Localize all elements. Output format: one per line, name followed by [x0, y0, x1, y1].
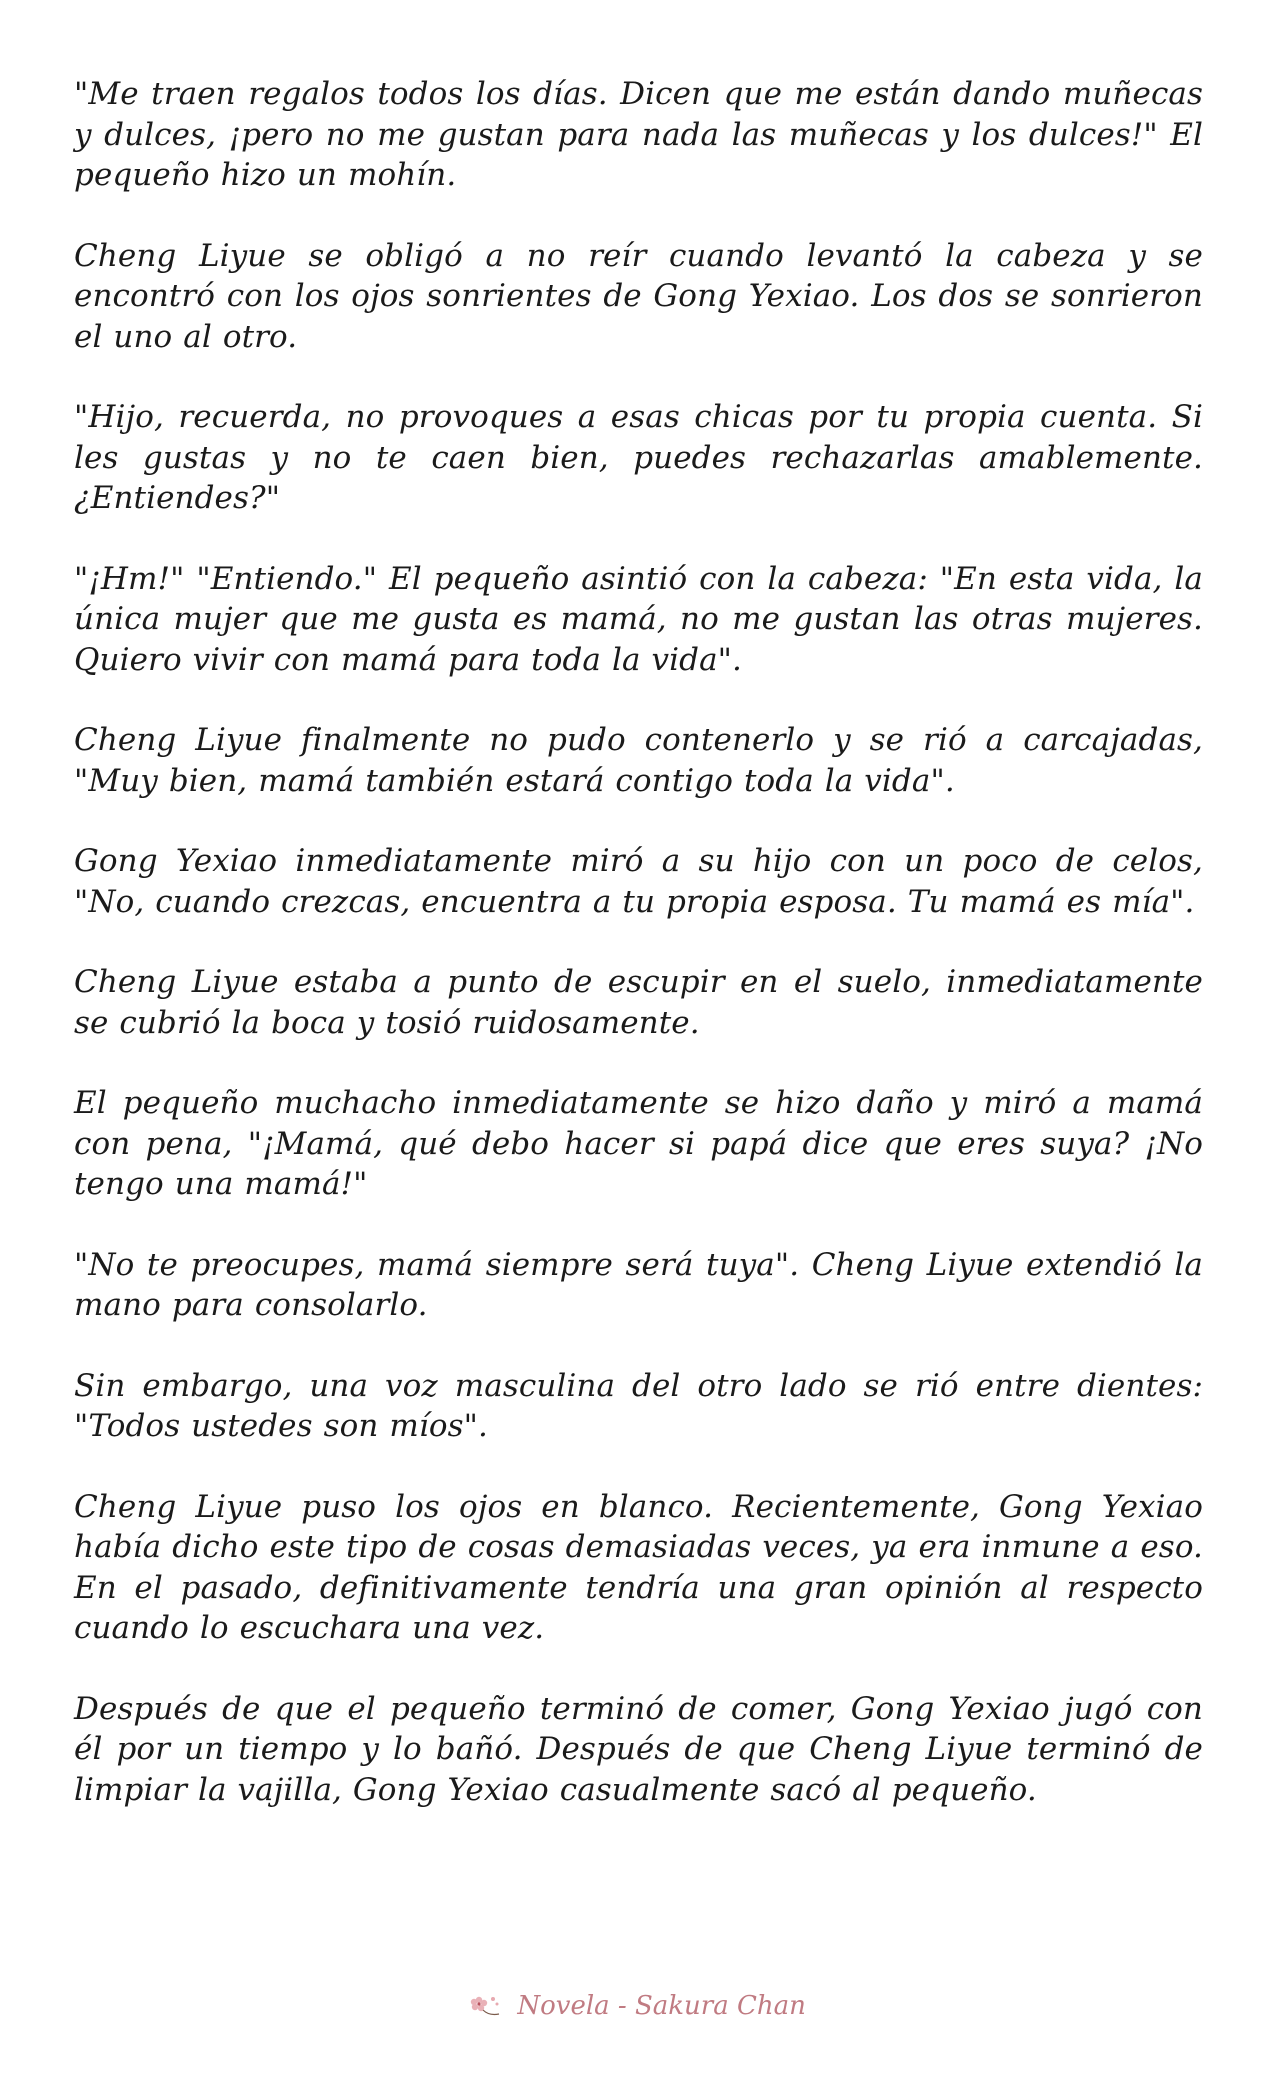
paragraph: "No te preocupes, mamá siempre será tuya". Cheng Liyue extendió la mano para consolarlo. — [74, 1246, 1203, 1323]
paragraph: Después de que el pequeño terminó de comer, Gong Yexiao jugó con él por un tiempo y lo bañó. Después de que Cheng Liyue terminó de limpiar la vajilla, Gong Yexiao casualmente sacó al pequeño. — [74, 1690, 1203, 1808]
paragraph: "Me traen regalos todos los días. Dicen que me están dando muñecas y dulces, ¡pero no me gustan para nada las muñecas y los dulces!" El pequeño hizo un mohín. — [74, 76, 1203, 193]
paragraph: Cheng Liyue estaba a punto de escupir en el suelo, inmediatamente se cubrió la boca y tosió ruidosamente. — [74, 964, 1203, 1041]
body-text — [74, 74, 1203, 1810]
paragraph: Cheng Liyue se obligó a no reír cuando levantó la cabeza y se encontró con los ojos sonrientes de Gong Yexiao. Los dos se sonrieron el uno al otro. — [74, 237, 1203, 355]
paragraph: Sin embargo, una voz masculina del otro lado se rió entre dientes: "Todos ustedes son míos". — [74, 1367, 1203, 1444]
footer-watermark — [0, 1990, 1275, 2021]
paragraph: "¡Hm!" "Entiendo." El pequeño asintió con la cabeza: "En esta vida, la única mujer que me gusta es mamá, no me gustan las otras mujeres. Quiero vivir con mamá para toda la vida". — [74, 560, 1203, 678]
brand-name: Novela - Sakura Chan — [517, 1991, 806, 2021]
paragraph: Gong Yexiao inmediatamente miró a su hijo con un poco de celos, "No, cuando crezcas, encuentra a tu propia esposa. Tu mamá es mía". — [74, 843, 1203, 920]
paragraph: El pequeño muchacho inmediatamente se hizo daño y miró a mamá con pena, "¡Mamá, qué debo hacer si papá dice que eres suya? ¡No tengo una mamá!" — [74, 1085, 1203, 1202]
paragraph: Cheng Liyue puso los ojos en blanco. Recientemente, Gong Yexiao había dicho este tipo de cosas demasiadas veces, ya era inmune a eso. En el pasado, definitivamente tendría una gran opinión al respecto cuando lo escuchara una vez. — [74, 1488, 1203, 1646]
paragraph: "Hijo, recuerda, no provoques a esas chicas por tu propia cuenta. Si les gustas y no te caen bien, puedes rechazarlas amablemente. ¿Entiendes?" — [74, 399, 1203, 516]
sakura-blossom-icon — [469, 1992, 503, 2020]
paragraph: Cheng Liyue finalmente no pudo contenerlo y se rió a carcajadas, "Muy bien, mamá también estará contigo toda la vida". — [74, 722, 1203, 799]
